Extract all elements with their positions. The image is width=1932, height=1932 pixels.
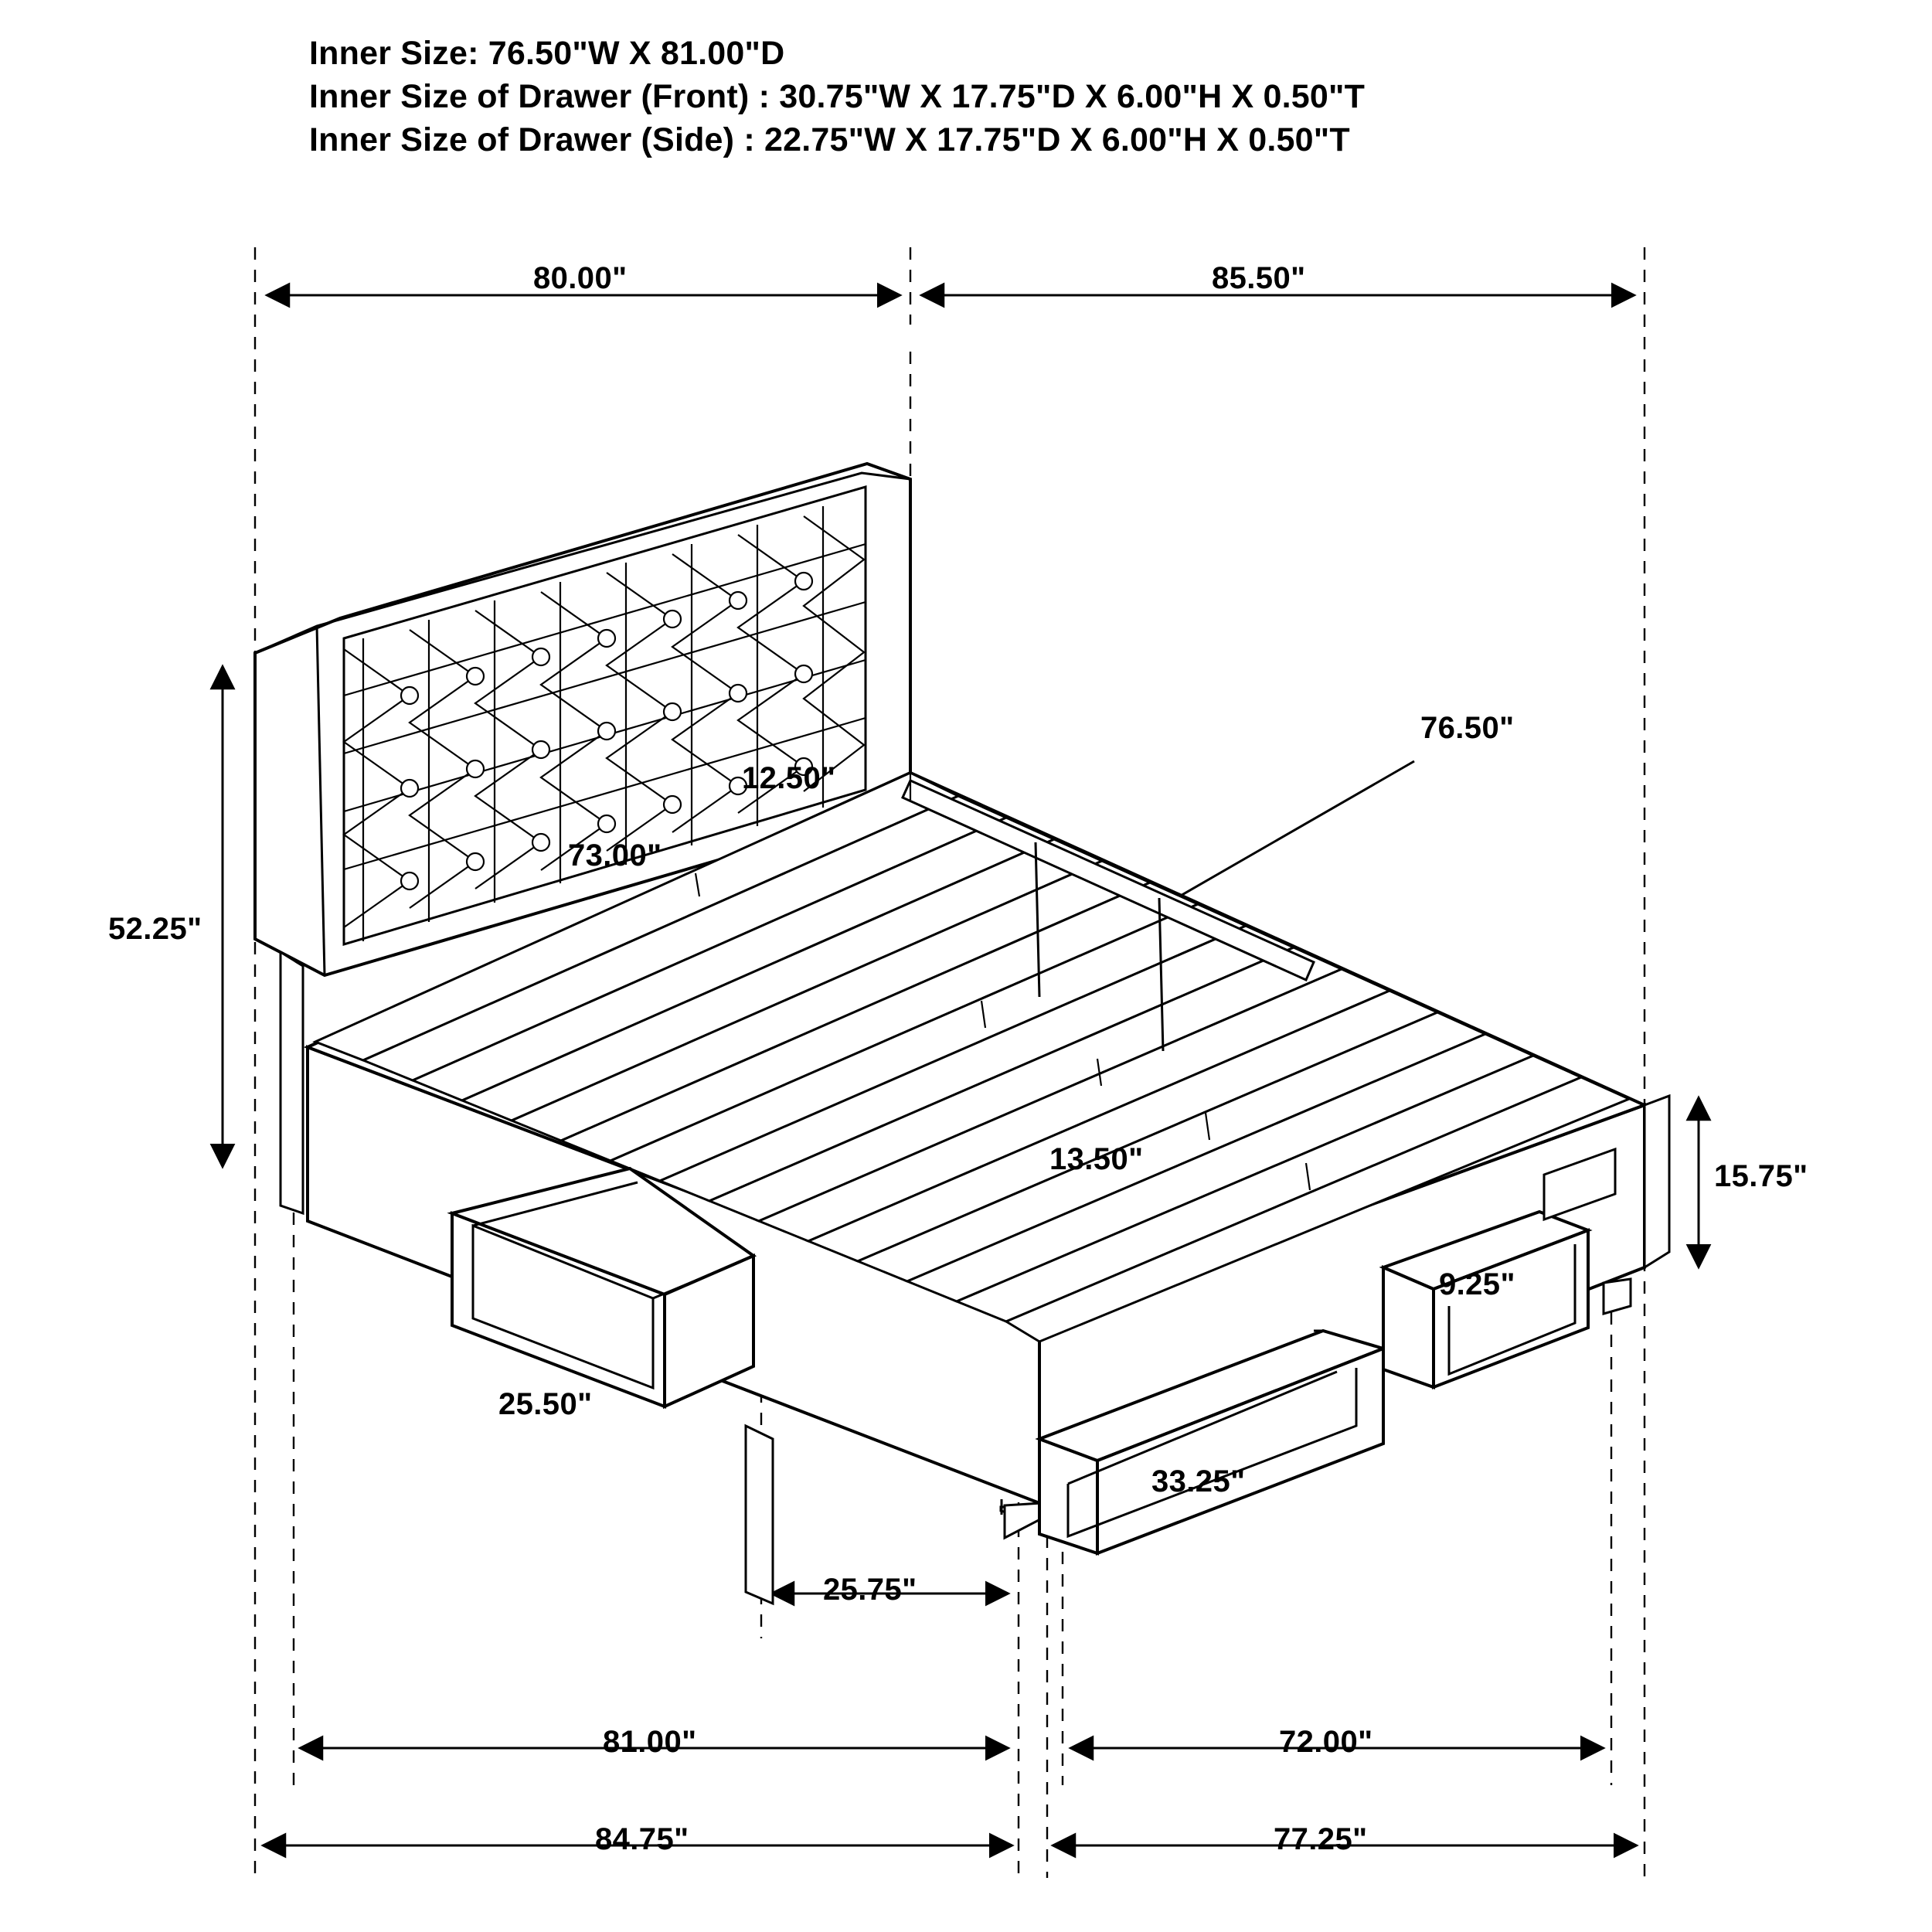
right-leg <box>1604 1279 1631 1314</box>
dim-label-77-25: 77.25" <box>1274 1822 1368 1856</box>
dim-label-73: 73.00" <box>568 838 662 872</box>
dim-label-84-75: 84.75" <box>595 1822 689 1856</box>
headboard-left-leg <box>281 952 303 1213</box>
spec-line-inner-size: Inner Size: 76.50"W X 81.00"D <box>309 35 785 72</box>
dim-label-72: 72.00" <box>1279 1725 1373 1759</box>
dim-label-81: 81.00" <box>603 1725 697 1759</box>
dim-label-85-50: 85.50" <box>1212 261 1306 295</box>
spec-line-drawer-side: Inner Size of Drawer (Side) : 22.75"W X 17.75"D X 6.00"H X 0.50"T <box>309 121 1350 158</box>
dim-label-76-50: 76.50" <box>1420 711 1515 745</box>
dim-label-13-50: 13.50" <box>1049 1142 1144 1176</box>
front-leg <box>1005 1503 1042 1538</box>
dim-label-12-50: 12.50" <box>742 761 836 795</box>
dim-label-80: 80.00" <box>533 261 628 295</box>
center-leg <box>746 1426 773 1604</box>
dim-label-52-25: 52.25" <box>108 912 202 946</box>
dim-label-33-25: 33.25" <box>1151 1464 1246 1498</box>
spec-line-drawer-front: Inner Size of Drawer (Front) : 30.75"W X 17.75"D X 6.00"H X 0.50"T <box>309 77 1366 115</box>
dim-label-25-50: 25.50" <box>498 1387 593 1421</box>
dim-label-15-75: 15.75" <box>1714 1159 1808 1193</box>
dim-label-25-75: 25.75" <box>823 1573 917 1607</box>
dim-label-9-25: 9.25" <box>1439 1267 1515 1301</box>
